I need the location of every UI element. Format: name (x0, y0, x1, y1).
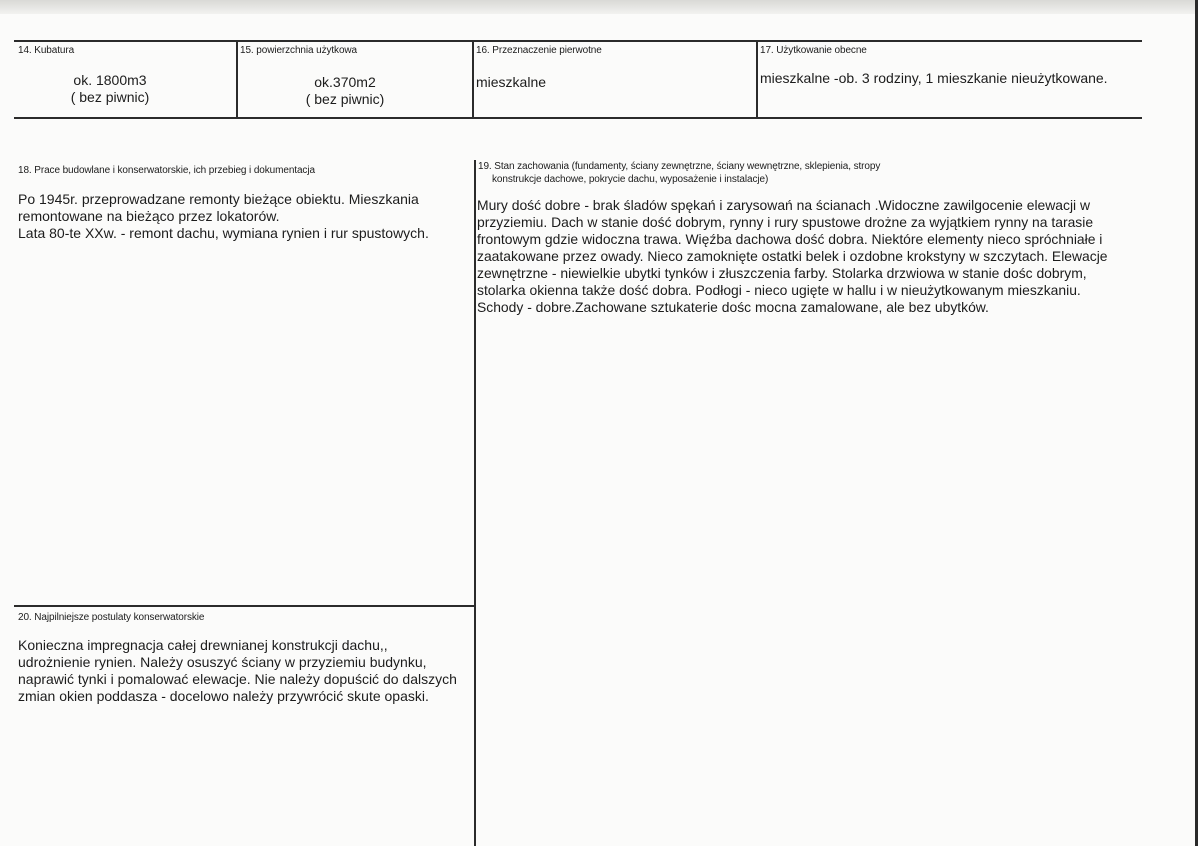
section-divider (474, 160, 476, 846)
powierzchnia-label: 15. powierzchnia użytkowa (240, 45, 358, 56)
postulaty-label: 20. Najpilniejsze postulaty konserwatorskie (18, 612, 205, 623)
stan-label-line2: konstrukcje dachowe, pokrycie dachu, wyposażenie i instalacje) (492, 174, 769, 185)
col-divider-1 (236, 40, 238, 118)
przeznaczenie-value: mieszkalne (476, 74, 547, 90)
col-divider-2 (472, 40, 474, 118)
przeznaczenie-label: 16. Przeznaczenie pierwotne (476, 45, 602, 56)
col-divider-3 (756, 40, 758, 118)
kubatura-value-line1: ok. 1800m3 (73, 72, 147, 88)
prace-text: Po 1945r. przeprowadzane remonty bieżące obiektu. Mieszkania remontowane na bieżąco przez lokatorów. Lata 80-te XXw. - remont dachu, wymiana rynien i rur spustowych. (18, 191, 429, 241)
powierzchnia-value-line2: ( bez piwnic) (305, 91, 385, 107)
prace-label: 18. Prace budowlane i konserwatorskie, ich przebieg i dokumentacja (18, 165, 315, 176)
row1-bottom-border (14, 117, 1142, 119)
kubatura-value-line2: ( bez piwnic) (70, 89, 150, 105)
powierzchnia-value (245, 74, 445, 108)
stan-text: Mury dość dobre - brak śladów spękań i zarysowań na ścianach .Widoczne zawilgocenie elewacji w przyziemiu. Dach w stanie dość dobrym, rynny i rury spustowe drożne za wyjątkiem rynny na tarasie frontowym gdzie widoczna trawa. Więźba dachowa dość dobra. Niektóre elementy nieco spróchniałe i zaatakowane przez owady. Nieco zamoknięte ostatki belek i ozdobne krokstyny w szczytach. Elewacje zewnętrzne - niewielkie ubytki tynków i złuszczenia farby. Stolarka drzwiowa w stanie dośc dobrym, stolarka okienna także dość dobra. Podłogi - nieco ugięte w hallu i w nieużytkowanym mieszkaniu. Schody - dobre.Zachowane sztukaterie dośc mocna zamalowane, ale bez ubytków. (477, 197, 1108, 315)
kubatura-label: 14. Kubatura (18, 45, 75, 56)
uzytkowanie-value: mieszkalne -ob. 3 rodziny, 1 mieszkanie nieużytkowane. (760, 70, 1108, 86)
scan-top-edge (0, 0, 1198, 14)
postulaty-text: Konieczna impregnacja całej drewnianej konstrukcji dachu,, udrożnienie rynien. Należy osuszyć ściany w przyziemiu budynku, naprawić tynki i pomalować elewacje. Nie należy dopuścić do dalszych zmian okien poddasza - docelowo należy przywrócić skute opaski. (18, 637, 457, 704)
table-top-border (14, 40, 1142, 42)
uzytkowanie-label: 17. Użytkowanie obecne (760, 45, 867, 56)
kubatura-value (30, 72, 190, 106)
section20-top-border (14, 605, 474, 607)
powierzchnia-value-line1: ok.370m2 (314, 74, 376, 90)
stan-label-line1: 19. Stan zachowania (fundamenty, ściany zewnętrzne, ściany wewnętrzne, sklepienia, stropy (478, 161, 881, 172)
